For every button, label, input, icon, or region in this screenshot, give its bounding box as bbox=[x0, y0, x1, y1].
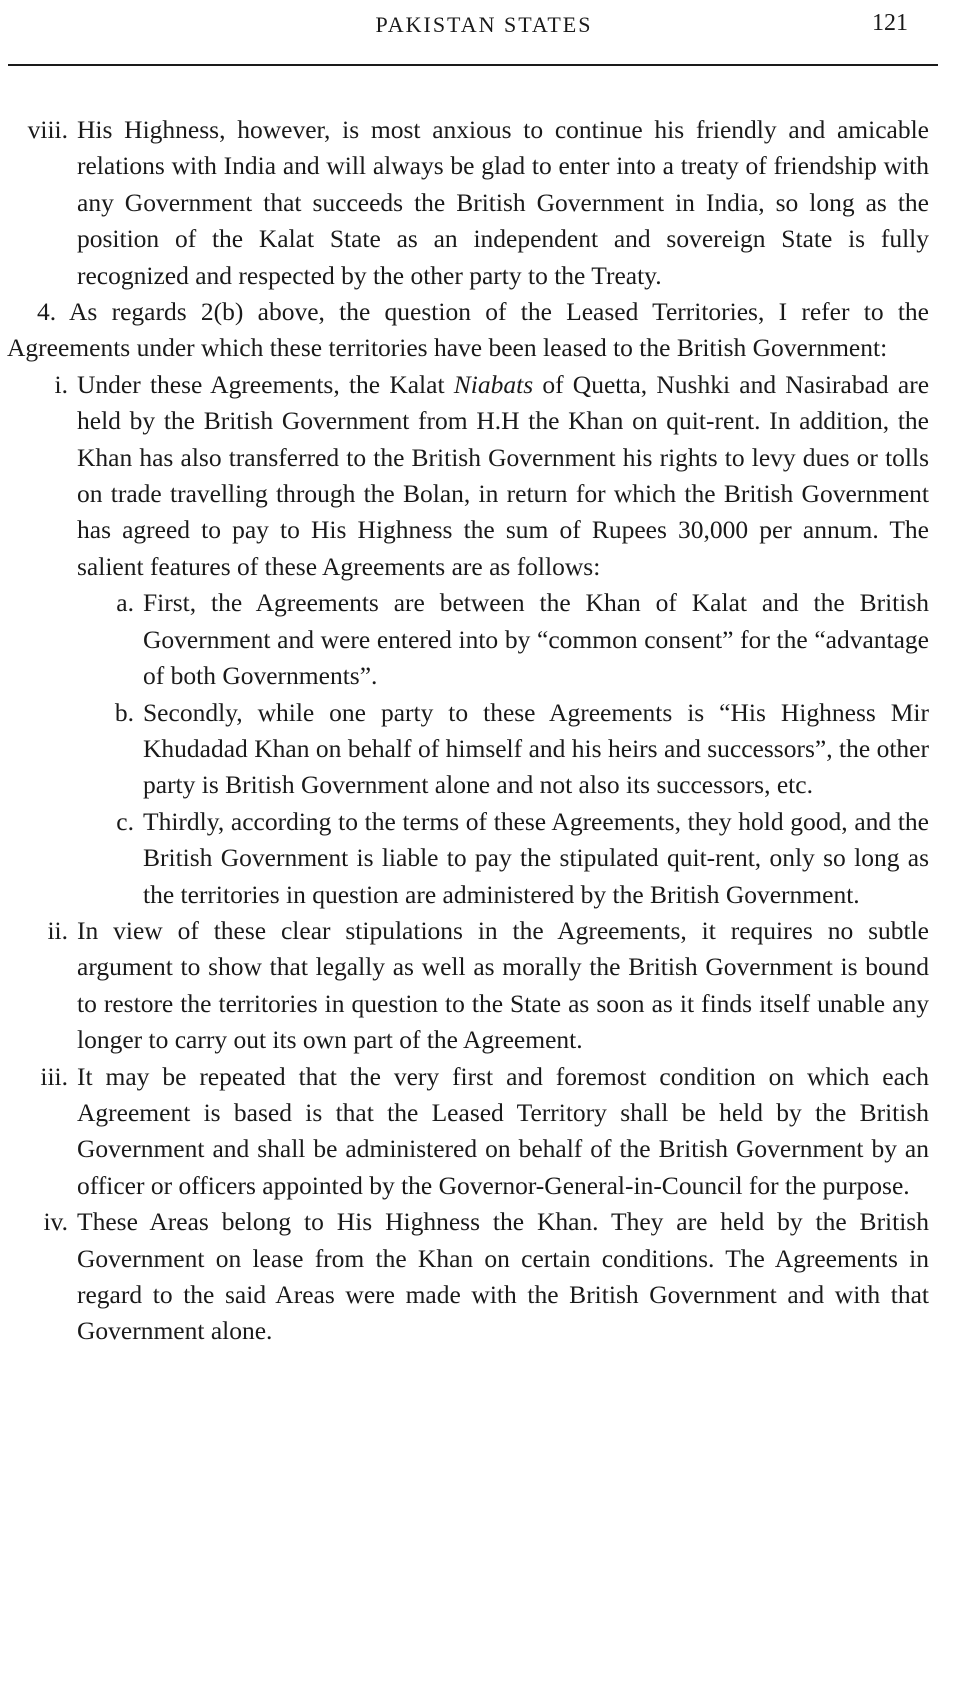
list-item-a bbox=[0, 585, 929, 694]
list-item-iv bbox=[0, 1204, 929, 1350]
italic-term: Niabats bbox=[453, 369, 534, 399]
list-item-text: Secondly, while one party to these Agreements is “His Highness Mir Khudadad Khan on behalf of himself and his heirs and successors”, the other party is British Government alone and not also its successors, etc. bbox=[143, 697, 929, 800]
list-item-text: His Highness, however, is most anxious to continue his friendly and amicable relations with India and will always be glad to enter into a treaty of friendship with any Government that succeeds the British Government in India, so long as the position of the Kalat State as an independent and sovereign State is fully recognized and respected by the other party to the Treaty. bbox=[77, 115, 929, 290]
list-item-text: First, the Agreements are between the Khan of Kalat and the British Government and were entered into by “common consent” for the “advantage of both Governments”. bbox=[143, 588, 929, 691]
list-marker: a. bbox=[116, 588, 134, 618]
list-item-i bbox=[0, 367, 929, 585]
list-item-text: These Areas belong to His Highness the Khan. They are held by the British Government on lease from the Khan on certain conditions. The Agreements in regard to the said Areas were made with the British Government and with that Government alone. bbox=[77, 1207, 929, 1346]
list-marker: i. bbox=[54, 369, 68, 399]
paragraph-4: 4. As regards 2(b) above, the question of the Leased Territories, I refer to the Agreements under which these territories have been leased to the British Government: bbox=[7, 297, 929, 363]
list-marker: b. bbox=[114, 697, 134, 727]
list-marker: iii. bbox=[40, 1061, 68, 1091]
list-item-b bbox=[0, 695, 929, 804]
page-body bbox=[0, 112, 968, 1350]
text-run: of Quetta, Nushki and Nasirabad are held by the British Government from H.H the Khan on quit-rent. In addition, the Khan has also transferred to the British Government his rights to levy dues or tolls on trade travelling through the Bolan, in return for which the British Government has agreed to pay to His Highness the sum of Rupees 30,000 per annum. The salient features of these Agreements are as follows: bbox=[77, 369, 930, 581]
list-marker: c. bbox=[116, 806, 134, 836]
list-marker: iv. bbox=[43, 1207, 68, 1237]
list-item-text bbox=[77, 370, 929, 581]
list-item-iii bbox=[0, 1059, 929, 1205]
header-rule bbox=[8, 64, 938, 66]
list-item-text: In view of these clear stipulations in the Agreements, it requires no subtle argument to show that legally as well as morally the British Government is bound to restore the territories in question to the State as soon as it finds itself unable any longer to carry out its own part of the Agreement. bbox=[77, 915, 929, 1055]
page-header bbox=[0, 10, 968, 50]
list-item-viii bbox=[0, 112, 929, 294]
list-item-text: It may be repeated that the very first and foremost condition on which each Agreement is based is that the Leased Territory shall be held by the British Government and shall be administered on behalf of the British Government by an officer or officers appointed by the Governor-General-in-Council for the purpose. bbox=[77, 1061, 929, 1200]
running-head: PAKISTAN STATES bbox=[375, 12, 593, 37]
page-number: 121 bbox=[872, 10, 908, 36]
list-marker: ii. bbox=[47, 915, 68, 945]
list-item-ii bbox=[0, 913, 929, 1059]
list-item-c bbox=[0, 804, 929, 913]
list-marker: viii. bbox=[27, 115, 68, 144]
text-run: Under these Agreements, the Kalat bbox=[77, 369, 454, 399]
list-item-text: Thirdly, according to the terms of these Agreements, they hold good, and the British Government is liable to pay the stipulated quit-rent, only so long as the territories in question are administered by the British Government. bbox=[143, 806, 929, 909]
